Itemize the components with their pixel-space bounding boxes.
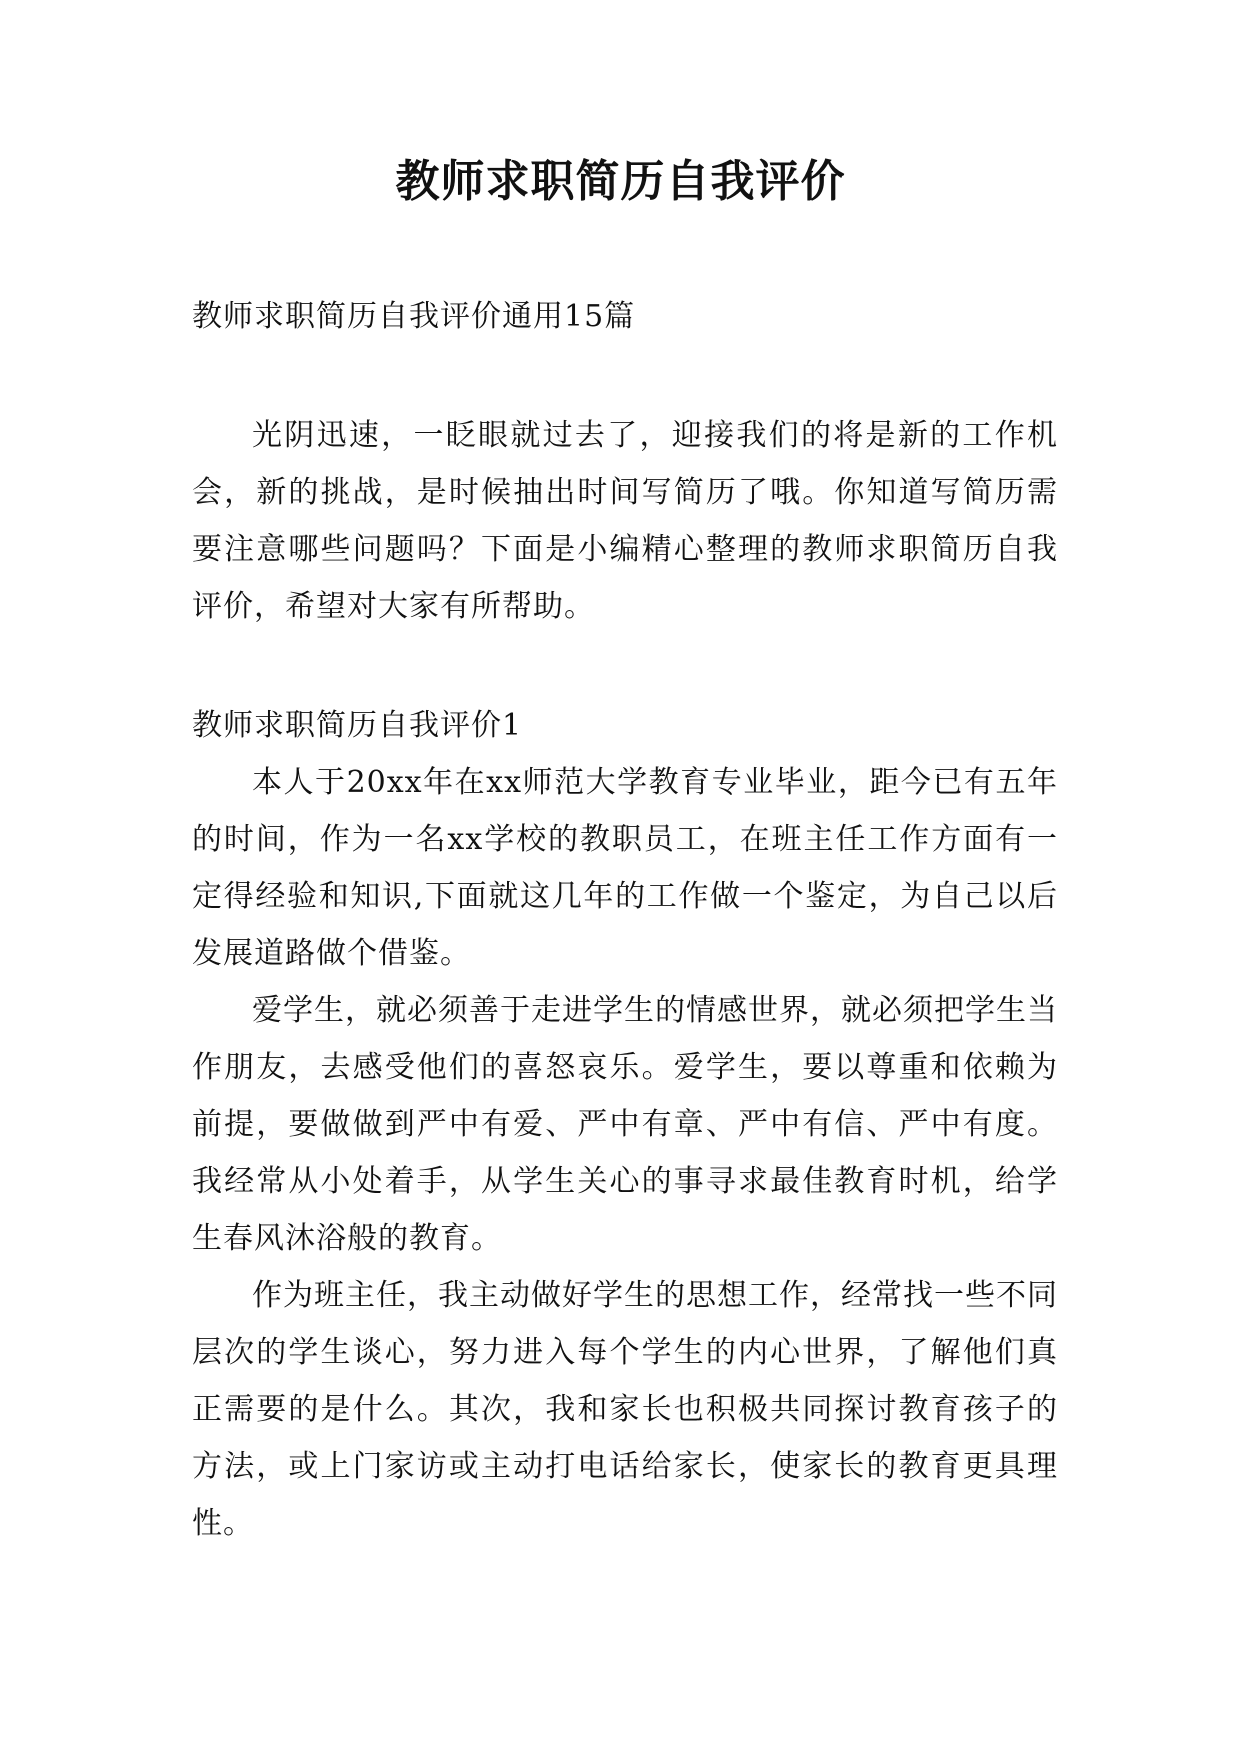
intro-paragraph: 光阴迅速，一眨眼就过去了，迎接我们的将是新的工作机会，新的挑战，是时候抽出时间写简历了哦。你知道写简历需要注意哪些问题吗？下面是小编精心整理的教师求职简历自我评价，希望对大家有所帮助。 [192, 418, 1058, 624]
body-paragraph: 作为班主任，我主动做好学生的思想工作，经常找一些不同层次的学生谈心，努力进入每个学生的内心世界，了解他们真正需要的是什么。其次，我和家长也积极共同探讨教育孩子的方法，或上门家访或主动打电话给家长，使家长的教育更具理性。 [192, 1278, 1058, 1541]
document-body [192, 288, 1058, 1552]
document-title: 教师求职简历自我评价 [395, 156, 846, 207]
section-heading: 教师求职简历自我评价1 [192, 708, 523, 743]
body-paragraph: 爱学生，就必须善于走进学生的情感世界，就必须把学生当作朋友，去感受他们的喜怒哀乐。爱学生，要以尊重和依赖为前提，要做做到严中有爱、严中有章、严中有信、严中有度。我经常从小处着手，从学生关心的事寻求最佳教育时机，给学生春风沐浴般的教育。 [192, 993, 1058, 1256]
body-paragraph: 本人于20xx年在xx师范大学教育专业毕业，距今已有五年的时间，作为一名xx学校的教职员工，在班主任工作方面有一定得经验和知识,下面就这几年的工作做一个鉴定，为自己以后发展道路做个借鉴。 [192, 765, 1058, 971]
document-subtitle: 教师求职简历自我评价通用15篇 [192, 299, 636, 334]
